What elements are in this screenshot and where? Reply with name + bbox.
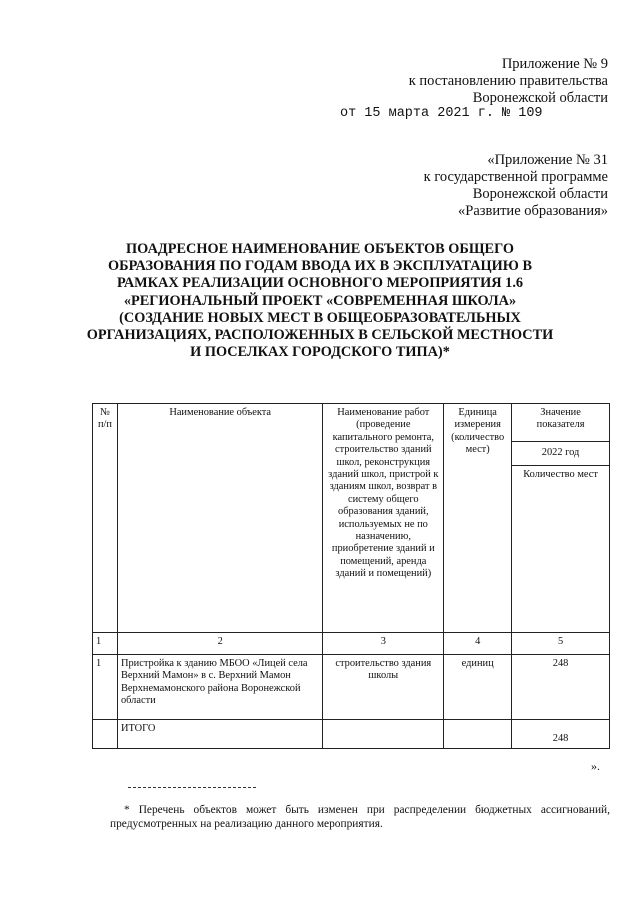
header-value: Значение показателя (512, 404, 610, 442)
program-header (424, 152, 608, 220)
col-number: 5 (512, 633, 610, 655)
header-name: Наименование объекта (117, 404, 322, 633)
appendix-header (409, 56, 608, 107)
header-unit: Единица измерения (количество мест) (444, 404, 512, 633)
header-works: Наименование работ (проведение капитального ремонта, строительство зданий школ, реконструкция зданий школ, пристрой к зданиям школ, возврат в систему общего образования зданий, используемых не по назначению, приобретение зданий и помещений, аренда зданий и помещений) (323, 404, 444, 633)
total-value: 248 (512, 720, 610, 749)
appendix-number: Приложение № 9 (501, 56, 608, 72)
title-line: (СОЗДАНИЕ НОВЫХ МЕСТ В ОБЩЕОБРАЗОВАТЕЛЬНЫХ (119, 309, 521, 326)
header-places: Количество мест (512, 466, 610, 633)
document-title (60, 241, 580, 361)
program-appendix-number: «Приложение № 31 (487, 152, 608, 168)
column-number-row (93, 633, 610, 655)
total-num-cell (93, 720, 118, 749)
col-number: 2 (117, 633, 322, 655)
appendix-ref: к постановлению правительства (408, 73, 608, 89)
title-line: ПОАДРЕСНОЕ НАИМЕНОВАНИЕ ОБЪЕКТОВ ОБЩЕГО (126, 241, 514, 257)
total-row (93, 720, 610, 749)
program-region: Воронежской области (472, 186, 608, 202)
header-num: № п/п (93, 404, 118, 633)
program-name: «Развитие образования» (458, 203, 608, 219)
total-label: ИТОГО (117, 720, 322, 749)
title-line: ОБРАЗОВАНИЯ ПО ГОДАМ ВВОДА ИХ В ЭКСПЛУАТАЦИЮ В (108, 258, 532, 275)
col-number: 4 (444, 633, 512, 655)
total-works-cell (323, 720, 444, 749)
objects-table (92, 403, 610, 749)
decree-date: от 15 марта 2021 г. № 109 (340, 106, 543, 121)
appendix-region: Воронежской области (472, 90, 608, 106)
row-works: строительство здания школы (323, 655, 444, 720)
row-unit: единиц (444, 655, 512, 720)
title-line: И ПОСЕЛКАХ ГОРОДСКОГО ТИПА)* (190, 344, 450, 361)
table-header-row (93, 404, 610, 442)
title-line: «РЕГИОНАЛЬНЫЙ ПРОЕКТ «СОВРЕМЕННАЯ ШКОЛА» (123, 292, 517, 309)
title-line: РАМКАХ РЕАЛИЗАЦИИ ОСНОВНОГО МЕРОПРИЯТИЯ 1.6 (116, 275, 524, 292)
footnote: * Перечень объектов может быть изменен при распределении бюджетных ассигнований, предусмотренных на реализацию данного мероприятия. (110, 804, 610, 830)
row-name: Пристройка к зданию МБОО «Лицей села Верхний Мамон» в с. Верхний Мамон Верхнемамонского района Воронежской области (117, 655, 322, 720)
title-line: ОРГАНИЗАЦИЯХ, РАСПОЛОЖЕННЫХ В СЕЛЬСКОЙ МЕСТНОСТИ (86, 327, 554, 344)
header-year: 2022 год (512, 442, 610, 466)
table-row (93, 655, 610, 720)
row-value: 248 (512, 655, 610, 720)
program-ref: к государственной программе (423, 169, 608, 185)
row-num: 1 (93, 655, 118, 720)
col-number: 3 (323, 633, 444, 655)
total-unit-cell (444, 720, 512, 749)
footnote-separator (128, 787, 256, 788)
col-number: 1 (93, 633, 118, 655)
closing-quote: ». (591, 759, 600, 773)
